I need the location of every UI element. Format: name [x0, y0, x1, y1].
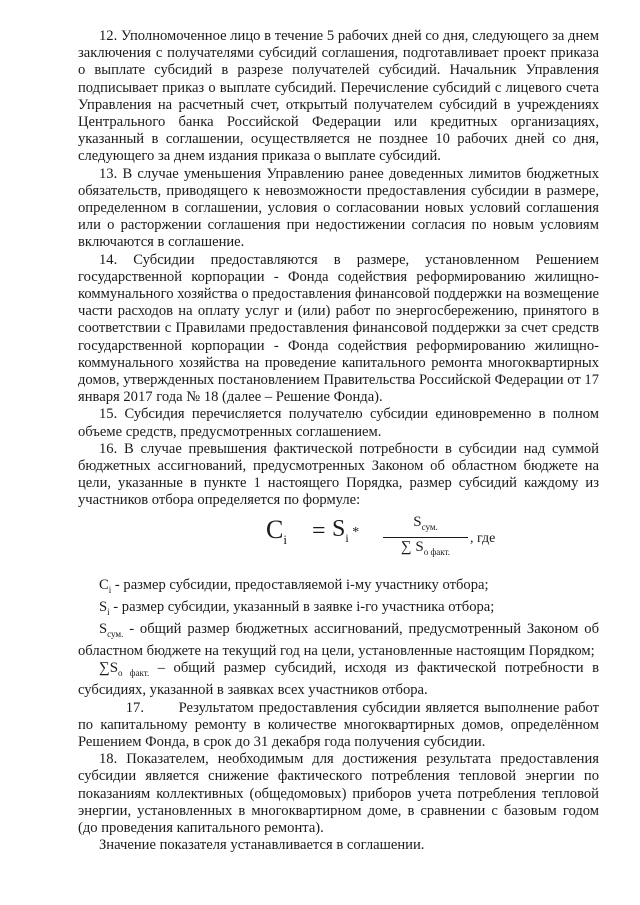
- paragraph-15: 15. Субсидия перечисляется получателю субсидии единовременно в полном объеме средств, предусмотренных соглашением.: [78, 406, 599, 440]
- paragraph-13: 13. В случае уменьшения Управлению ранее доведенных лимитов бюджетных обязательств, приводящего к невозможности предоставления субсидии в размере, определенном в соглашении, условия о согласовании новых условий соглашения или о расторжении соглашения при недостижении согласия по новым условиям включаются в соглашение.: [78, 165, 599, 251]
- definition-si: $S_i$ - размер субсидии, указанный в заявке i-го участника отбора;: [99, 598, 495, 617]
- paragraph-14: 14. Субсидии предоставляются в размере, установленном Решением государственной корпорации - Фонда содействия реформированию жилищно-коммунального хозяйства о предоставления финансовой поддержки на возмещение части расходов на оплату услуг и (или) работ по энергосбережению, принятого в соответствии с Правилами предоставления финансовой поддержки за счет средств государственной корпорации - Фонда содействия реформированию жилищно-коммунального хозяйства на проведение капитального ремонта многоквартирных домов, утвержденных постановлением Правительства Российской Федерации от 17 января 2017 года № 18 (далее – Решение Фонда).: [78, 251, 599, 406]
- definition-sfact: $\sum S_{о факт.}$ – общий размер субсидий, исходя из фактической потребности в субсидиях, указанной в заявках всех участников отбора.: [78, 660, 599, 699]
- subsidy-formula: [78, 511, 599, 571]
- formula-where: , где: [470, 530, 496, 546]
- paragraph-18: 18. Показателем, необходимым для достижения результата предоставления субсидии является снижение фактического потребления тепловой энергии по показаниям коллективных (общедомовых) приборов учета потребления тепловой энергии, установленных в многоквартирном доме, в сравнении с базовым годом (до проведения капитального ремонта).: [78, 751, 599, 837]
- formula-denominator: ∑ $S_{о факт.}$: [400, 538, 451, 557]
- paragraph-17: 17. Результатом предоставления субсидии является выполнение работ по капитальному ремонту в количестве многоквартирных домов, определённом Решением Фонда, в срок до 31 декабря года получения субсидии.: [78, 699, 599, 751]
- paragraph-12: 12. Уполномоченное лицо в течение 5 рабочих дней со дня, следующего за днем заключения с получателями субсидий соглашения, подготавливает проект приказа о выплате субсидий в разрезе получателей субсидий. Начальник Управления подписывает приказ о выплате субсидий. Перечисление субсидий с лицевого счета Управления на расчетный счет, открытый получателем субсидий в учреждениях Центрального банка Российской Федерации или кредитных организациях, указанный в соглашении, осуществляется не позднее 10 рабочих дней со дня, следующего за днем издания приказа о выплате субсидий.: [78, 28, 599, 165]
- paragraph-final: Значение показателя устанавливается в соглашении.: [99, 837, 425, 854]
- formula-lhs: $C_i$: [266, 514, 287, 547]
- paragraph-16: 16. В случае превышения фактической потребности в субсидии над суммой бюджетных ассигнований, предусмотренных Законом об областном бюджете на цели, указанные в пункте 1 настоящего Порядка, размер субсидий каждому из участников отбора определяется по формуле:: [78, 440, 599, 509]
- formula-numerator: $S_{сум.}$: [383, 514, 468, 538]
- formula-fraction: [383, 514, 468, 561]
- definition-ci: $C_i$ - размер субсидии, предоставляемой i-му участнику отбора;: [99, 576, 489, 595]
- definition-ssum: $S_{сум.}$ - общий размер бюджетных ассигнований, предусмотренный Законом об областном бюджете на текущий год на цели, установленные настоящим Порядком;: [78, 620, 599, 660]
- document-page: [78, 28, 599, 854]
- formula-equals: =: [312, 517, 326, 544]
- formula-si: $S_i$ *: [332, 515, 360, 545]
